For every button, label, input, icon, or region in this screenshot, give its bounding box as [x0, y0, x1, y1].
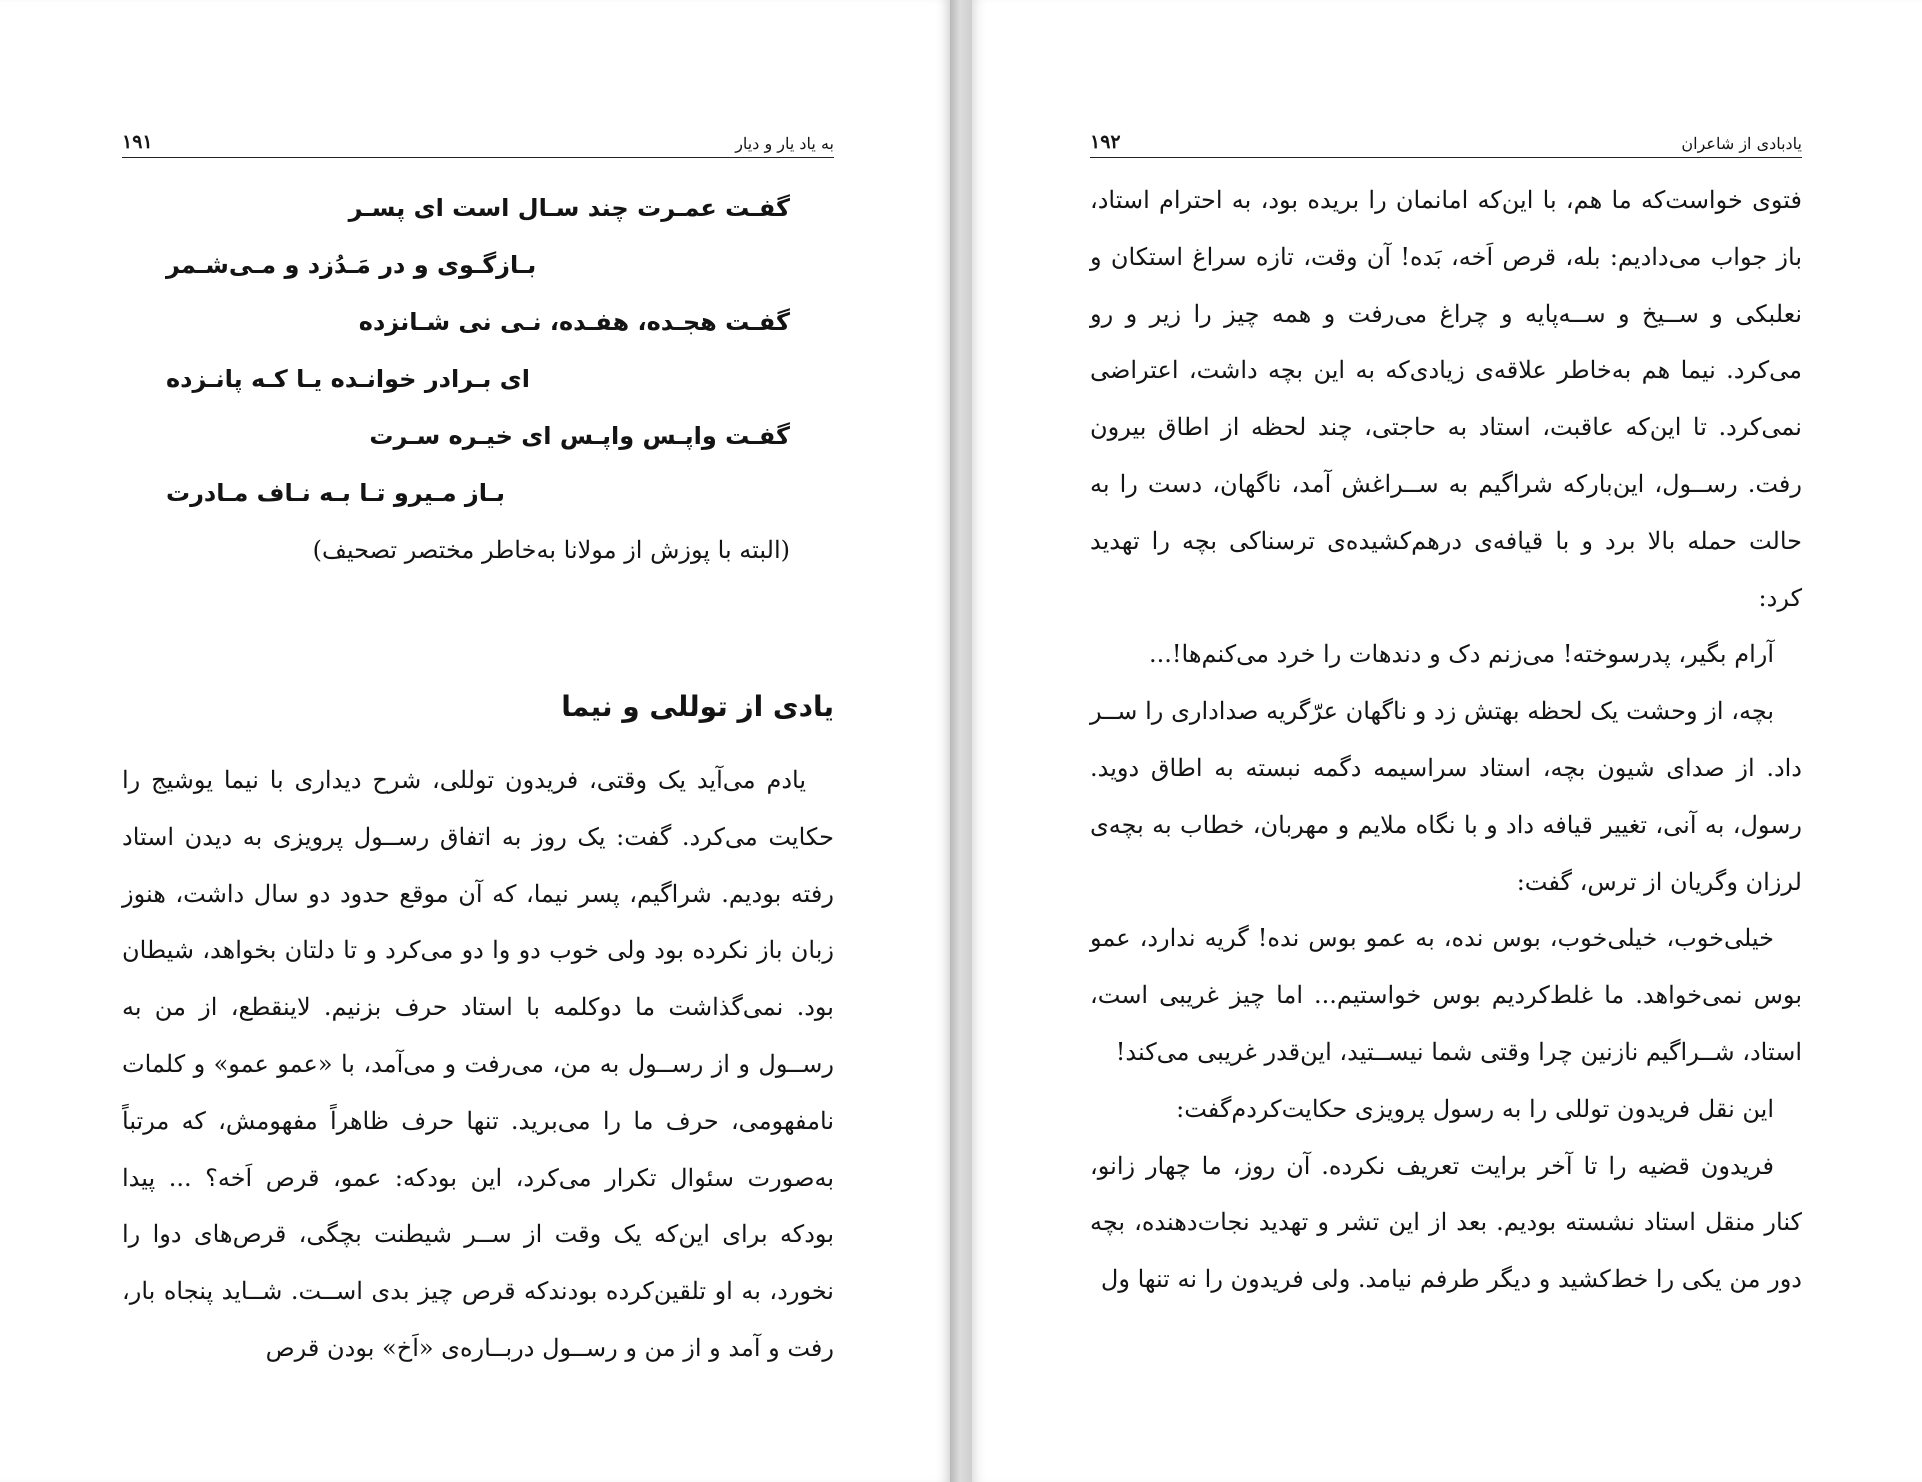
running-head [1090, 118, 1802, 158]
running-head-title: یادبادی از شاعران [1681, 134, 1802, 153]
paragraph: بچه، از وحشت یک لحظه بهتش زد و ناگهان عرّگریه صداداری را ســر داد. از صدای شیون بچه، استاد سراسیمه دگمه نبسته به اطاق دوید. رسول، به آنی، تغییر قیافه داد و با نگاه ملایم و مهربان، خطاب به بچه‌ی لرزان وگریان از ترس، گفت: [1090, 697, 1802, 896]
poem-verse-line: گفـت هجـده، هفـده، نـی نی شـانزده [358, 308, 790, 336]
poem-verse-line: بـازگـوی و در مَـدُزد و مـی‌شـمر [166, 251, 537, 279]
section-title: یادی از توللی و نیما [561, 690, 834, 723]
poem-verse-line: بـاز مـیرو تـا بـه نـاف مـادرت [166, 479, 505, 507]
page-number: ۱۹۲ [1090, 131, 1121, 153]
left-body-text [122, 752, 834, 1377]
running-head-title: به یاد یار و دیار [735, 134, 834, 153]
paragraph: فتوی خواست‌که ما هم، با این‌که امانمان را بریده بود، به احترام استاد، باز جواب می‌دادیم: بله، قرص اَخه، بَده! آن وقت، تازه سراغ استکان و نعلبکی و ســیخ و ســه‌پایه و چراغ می‌رفت و همه چیز را زیر و رو می‌کرد. نیما هم به‌خاطر علاقه‌ی زیادی‌که به این بچه داشت، اعتراضی نمی‌کرد. تا این‌که عاقبت، استاد به حاجتی، چند لحظه از اطاق بیرون رفت. رســول، این‌بارکه شراگیم به ســراغش آمد، ناگهان، دست را به حالت حمله بالا برد و با قیافه‌ی درهم‌کشیده‌ی ترسناکی بچه را تهدید کرد: [1090, 186, 1802, 612]
poem-note: (البته با پوزش از مولانا به‌خاطر مختصر تصحیف) [312, 536, 790, 564]
paragraph: آرام بگیر، پدرسوخته! می‌زنم دک و دندهات را خرد می‌کنم‌ها!... [1149, 640, 1774, 669]
poem-verse-line: گفـت عمـرت چند سـال است ای پسـر [348, 194, 790, 222]
poem [160, 180, 800, 579]
right-body-text [1090, 172, 1802, 1308]
right-page [972, 0, 1922, 1482]
paragraph: یادم می‌آید یک وقتی، فریدون توللی، شرح دیداری با نیما یوشیج را حکایت می‌کرد. گفت: یک روز به اتفاق رســول پرویزی به دیدن استاد رفته بودیم. شراگیم، پسر نیما، که آن موقع حدود دو سال داشت، هنوز زبان باز نکرده بود ولی خوب دو وا دو می‌کرد و تا دلتان بخواهد، شیطان بود. نمی‌گذاشت ما دوکلمه با استاد حرف بزنیم. لاینقطع، از من به رســول و از رســول به من، می‌رفت و می‌آمد، با «عمو عمو» و کلمات نامفهومی، حرف ما را می‌برید. تنها حرف ظاهراً مفهومش، که مرتباً به‌صورت سئوال تکرار می‌کرد، این بودکه: عمو، قرص اَخه؟ ... پیدا بودکه برای این‌که یک وقت از ســر شیطنت بچگی، قرص‌های دوا را نخورد، به او تلقین‌کرده بودندکه قرص چیز بدی اســت. شــاید پنجاه بار، رفت و آمد و از من و رســول دربــاره‌ی «اَخ» بودن قرص [122, 766, 834, 1362]
page-number: ۱۹۱ [122, 131, 153, 153]
running-head [122, 118, 834, 158]
left-page [0, 0, 950, 1482]
poem-verse-line: گفـت واپـس واپـس ای خیـره سـرت [369, 422, 790, 450]
book-gutter [950, 0, 972, 1482]
poem-verse-line: ای بـرادر خوانـده یـا کـه پانـزده [166, 365, 530, 393]
paragraph: فریدون قضیه را تا آخر برایت تعریف نکرده. آن روز، ما چهار زانو، کنار منقل استاد نشسته بودیم. بعد از این تشر و تهدید نجات‌دهنده، بچه دور من یکی را خط‌کشید و دیگر طرفم نیامد. ولی فریدون را نه تنها ول [1090, 1151, 1802, 1294]
paragraph: این نقل فریدون توللی را به رسول پرویزی حکایت‌کردم‌گفت: [1176, 1094, 1774, 1123]
paragraph: خیلی‌خوب، خیلی‌خوب، بوس نده، به عمو بوس نده! گریه ندارد، عمو بوس نمی‌خواهد. ما غلط‌کردیم بوس خواستیم... اما چیز غریبی است، استاد، شــراگیم نازنین چرا وقتی شما نیســتید، این‌قدر غریبی می‌کند! [1090, 924, 1802, 1066]
